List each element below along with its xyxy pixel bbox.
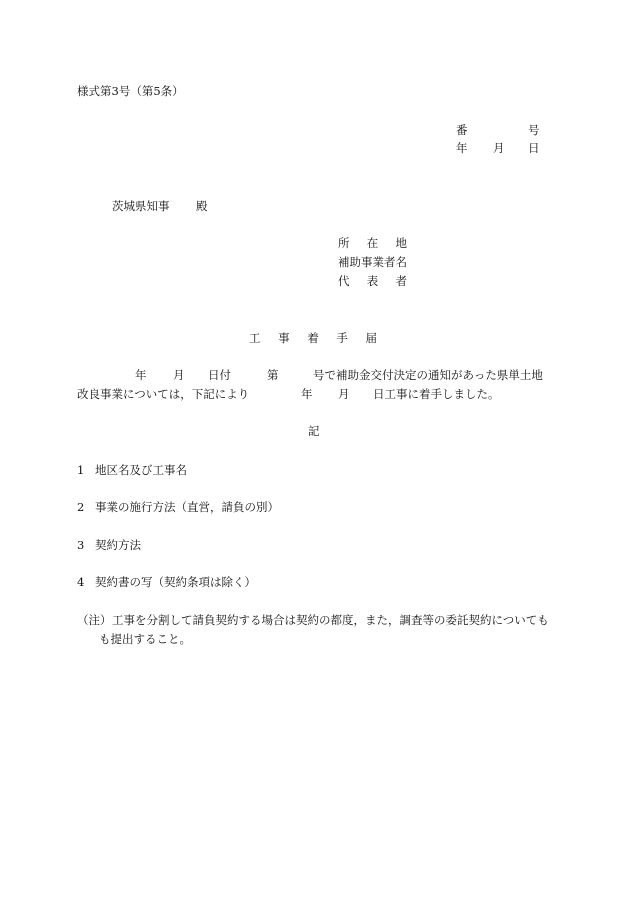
applicant-name-label: 補助事業者名 <box>338 255 407 269</box>
form-label: 様式第3号（第5条） <box>77 84 184 98</box>
date-day: 日 <box>528 141 540 155</box>
ki-heading: 記 <box>308 424 320 438</box>
applicant-representative-label: 代 表 者 <box>338 274 407 288</box>
doc-number-ban: 番 <box>456 123 468 137</box>
document-title: 工 事 着 手 届 <box>249 331 377 345</box>
addressee-honorific: 殿 <box>196 199 208 213</box>
date-month: 月 <box>493 141 505 155</box>
doc-number-go: 号 <box>528 123 540 137</box>
applicant-location-label: 所 在 地 <box>338 236 407 250</box>
addressee-name: 茨城県知事 <box>112 199 170 213</box>
date-year: 年 <box>456 141 468 155</box>
